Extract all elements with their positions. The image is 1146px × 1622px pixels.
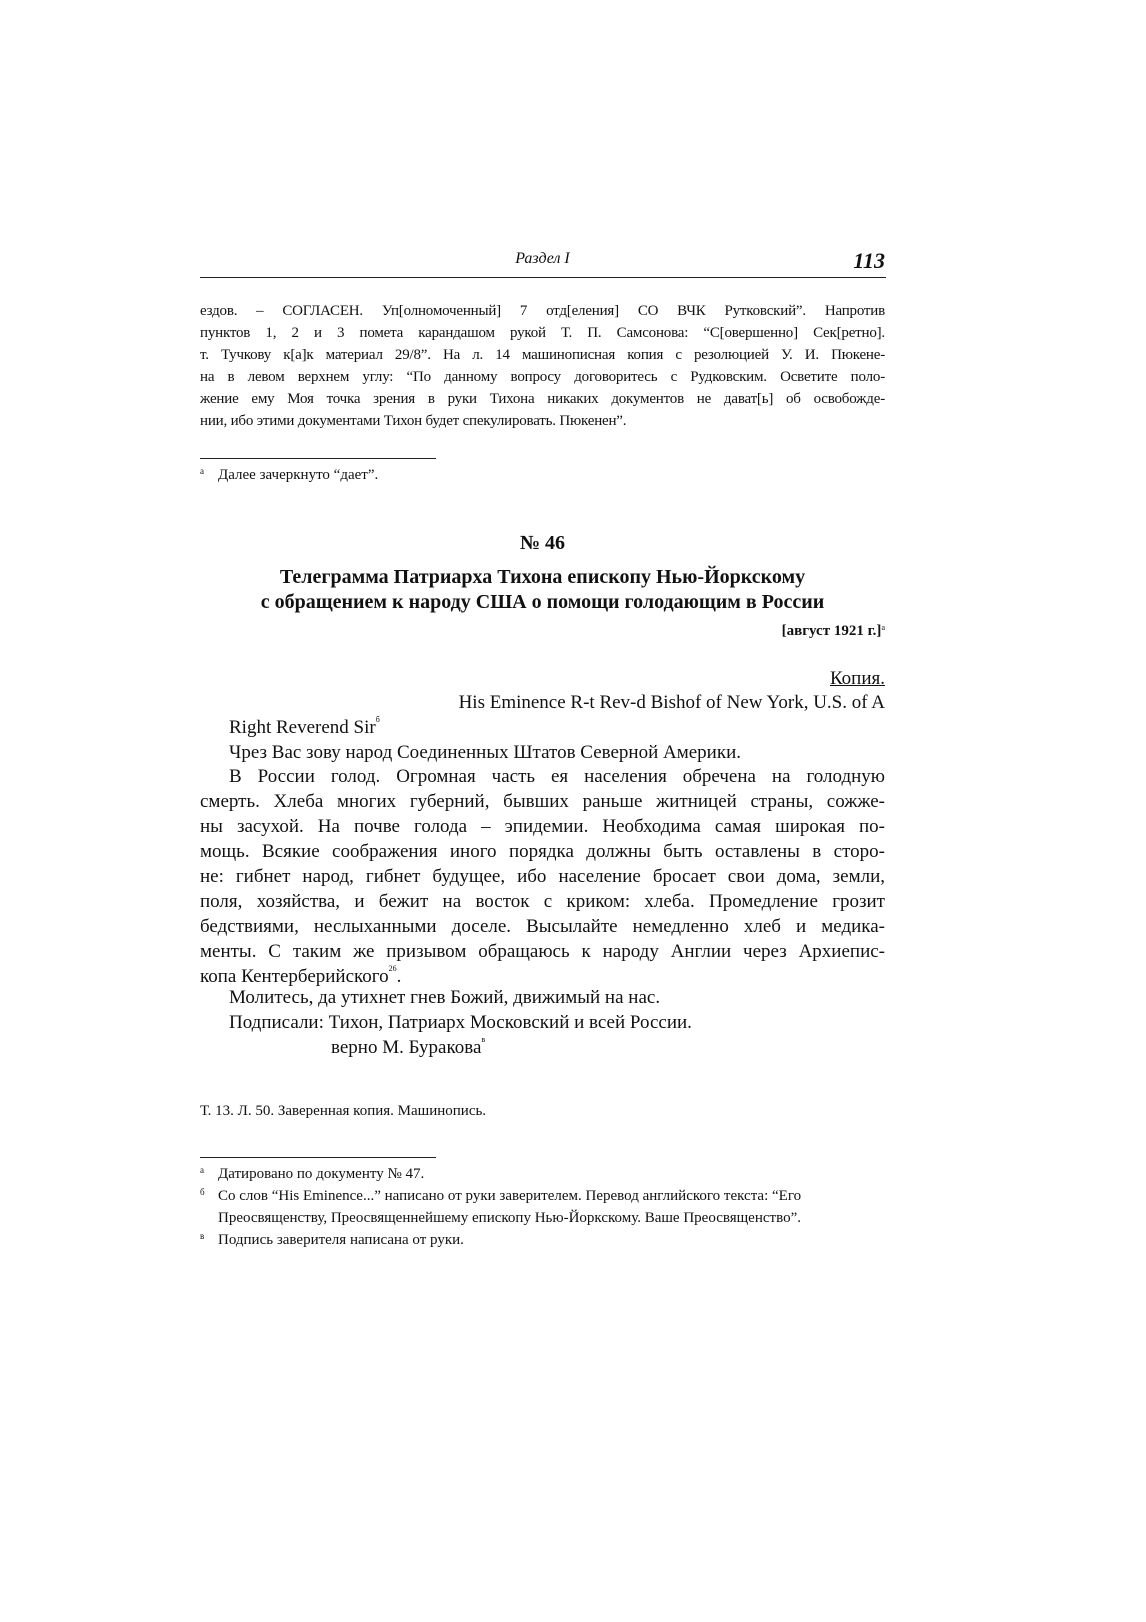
footnote xyxy=(200,1163,885,1185)
footnote-ref: б xyxy=(375,715,380,724)
text-line: пунктов 1, 2 и 3 помета карандашом рукой Т. П. Самсонова: “С[овершенно] Сек[ретно]. xyxy=(200,325,885,341)
text-line: жение ему Моя точка зрения в руки Тихона никаких документов не дават[ь] об освобожде- xyxy=(200,391,885,407)
signature-line: Подписали: Тихон, Патриарх Московский и всей России. xyxy=(229,1012,692,1033)
page-number: 113 xyxy=(853,248,885,273)
footnote-text: Преосвященству, Преосвященнейшему епископу Нью-Йоркскому. Ваше Преосвященство”. xyxy=(218,1210,801,1226)
salutation xyxy=(229,715,380,740)
endnote-ref: 26 xyxy=(388,964,397,973)
text-line: мощь. Всякие соображения иного порядка должны быть оставлены в сторо- xyxy=(200,841,885,862)
certification-text: верно М. Буракова xyxy=(331,1037,482,1058)
running-header: Раздел I xyxy=(515,250,570,267)
salutation-text: Right Reverend Sir xyxy=(229,717,376,738)
text-line: смерть. Хлеба многих губерний, бывших раньше житницей страны, сожже- xyxy=(200,791,885,812)
footnote xyxy=(200,464,885,486)
address: His Eminence R-t Rev-d Bishof of New York, U.S. of A xyxy=(458,692,885,713)
document-date xyxy=(782,623,885,640)
title-line: с обращением к народу США о помощи голодающим в России xyxy=(260,591,825,613)
footnote-ref: а xyxy=(881,623,885,632)
text-line: поля, хозяйства, и бежит на восток с криком: хлеба. Промедление грозит xyxy=(200,891,885,912)
text-line: ездов. – СОГЛАСЕН. Уп[олномоченный] 7 отд[еления] СО ВЧК Рутковский”. Напротив xyxy=(200,303,885,319)
footnote-text: Подпись заверителя написана от руки. xyxy=(218,1232,464,1248)
footnote-mark: в xyxy=(200,1231,205,1241)
document-title xyxy=(200,565,885,615)
text-line: копа Кентерберийского$^{26}$. xyxy=(200,964,402,987)
telegram-paragraph xyxy=(200,764,885,989)
text-line: т. Тучкову к[а]к материал 29/8”. На л. 14 машинописная копия с резолюцией У. И. Пюкене- xyxy=(200,347,885,363)
document-number: № 46 xyxy=(519,532,566,554)
footnote-rule xyxy=(200,458,436,459)
text-line: не: гибнет народ, гибнет будущее, ибо население бросает свои дома, земли, xyxy=(200,866,885,887)
prayer-line: Молитесь, да утихнет гнев Божий, движимый на нас. xyxy=(229,987,661,1008)
header-rule xyxy=(200,277,886,278)
footnote-text: Далее зачеркнуто “дает”. xyxy=(218,467,379,483)
date-text: [август 1921 г.] xyxy=(781,623,882,639)
footnote-mark: б xyxy=(200,1187,205,1197)
footnote-text: Датировано по документу № 47. xyxy=(218,1166,425,1182)
footnote-mark: а xyxy=(200,1165,204,1175)
copy-label: Копия. xyxy=(829,668,885,689)
text-line: бедствиями, неслыханными доселе. Высылайте немедленно хлеб и медика- xyxy=(200,916,885,937)
footnote-rule xyxy=(200,1157,436,1158)
footnote-ref: в xyxy=(481,1035,486,1044)
footnote xyxy=(200,1229,885,1251)
text-fragment: копа Кентерберийского xyxy=(200,966,389,987)
title-line: Телеграмма Патриарха Тихона епископу Нью-Йоркскому xyxy=(279,566,806,588)
footnote-mark: а xyxy=(200,466,204,476)
footnote-text: Со слов “His Eminence...” написано от руки заверителем. Перевод английского текста: “Его xyxy=(218,1188,802,1204)
footnotes xyxy=(200,1163,885,1251)
text-line: менты. С таким же призывом обращаюсь к народу Англии через Архиепис- xyxy=(200,941,885,962)
text-line: В России голод. Огромная часть ея населения обречена на голодную xyxy=(229,766,885,787)
text-line: ны засухой. На почве голода – эпидемии. Необходима самая широкая по- xyxy=(200,816,885,837)
previous-document-text xyxy=(200,300,885,432)
footnote xyxy=(200,1185,885,1229)
certification xyxy=(331,1035,485,1060)
appeal-line: Чрез Вас зову народ Соединенных Штатов Северной Америки. xyxy=(229,742,741,763)
archival-source: Т. 13. Л. 50. Заверенная копия. Машинопись. xyxy=(200,1103,487,1119)
text-line: нии, ибо этими документами Тихон будет спекулировать. Пюкенен”. xyxy=(200,413,627,429)
text-line: на в левом верхнем углу: “По данному вопросу договоритесь с Рудковским. Осветите поло- xyxy=(200,369,885,385)
